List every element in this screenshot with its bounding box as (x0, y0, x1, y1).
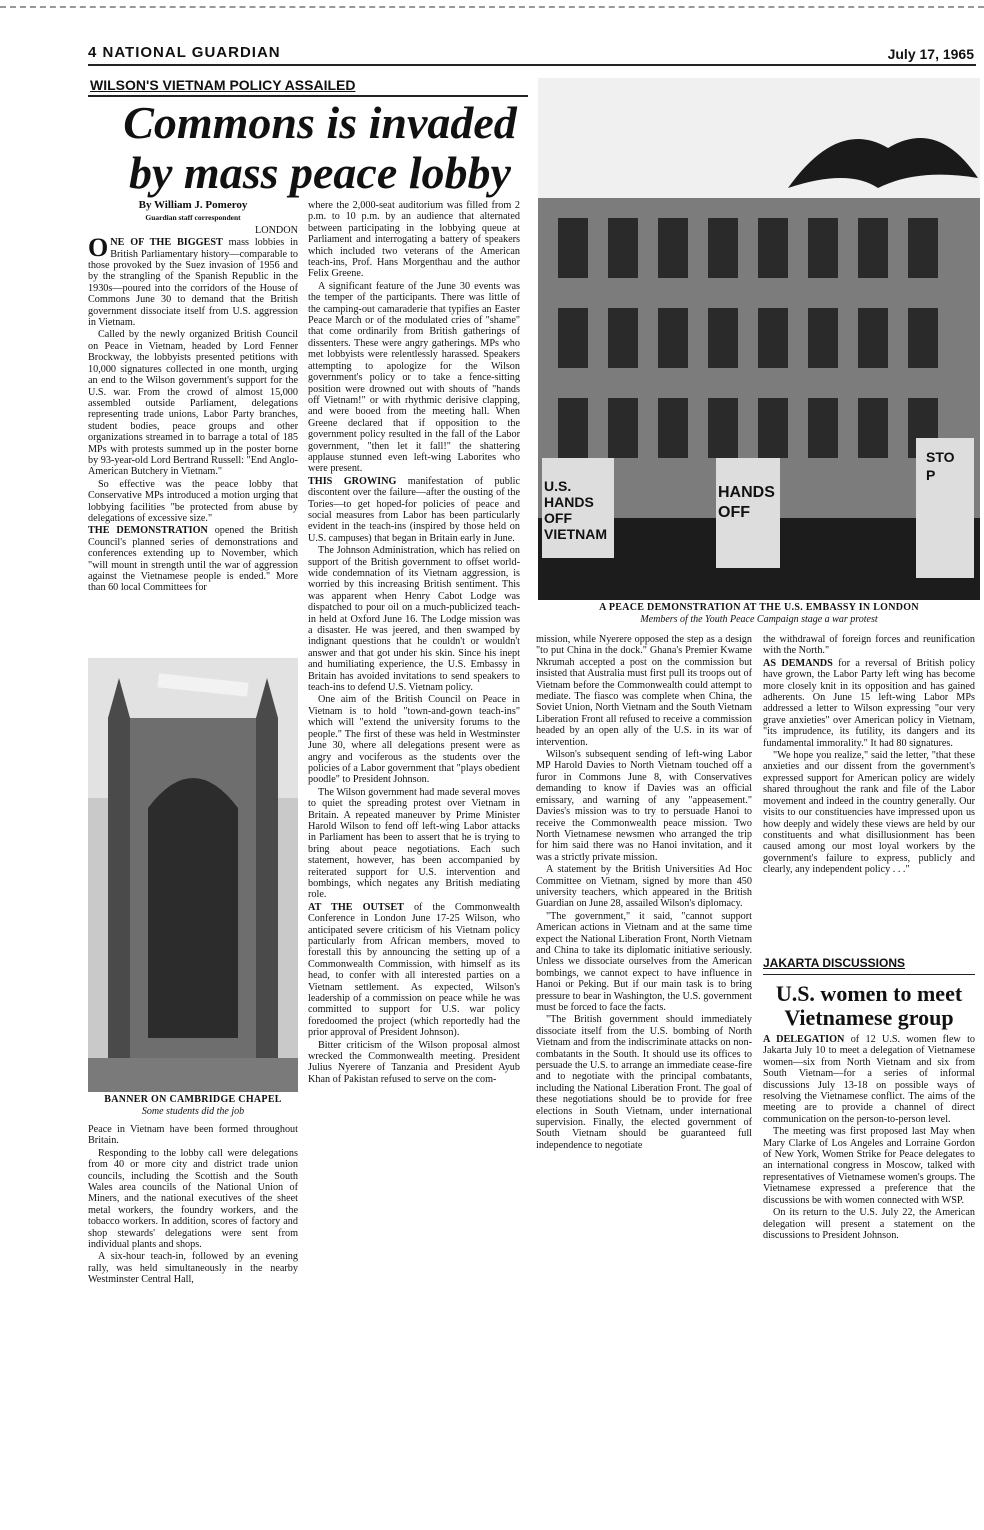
drop-cap: O (88, 233, 109, 263)
second-story-headline: U.S. women to meet Vietnamese group (775, 981, 963, 1030)
lead-words: NE OF THE BIGGEST (110, 237, 223, 249)
paragraph: A six-hour teach-in, followed by an evening rally, was held simultaneously in the nearby Westminster Central Hall, (88, 1251, 298, 1286)
column-4 (763, 634, 975, 952)
paragraph: Wilson's subsequent sending of left-wing Labor MP Harold Davies to North Vietnam touched off a furor in Commons June 8, with Conservatives demanding to know if Davies was an official emissary, and warning of any "appeasement." Davies's mission was to try to persuade Hanoi to receive the Commonwealth peace mission. Two North Vietnamese newsmen who arranged the trip for him said there was no Hanoi invitation, and it was a strictly private mission. (536, 749, 752, 863)
subhead-lead: AS DEMANDS (763, 657, 833, 669)
chapel-caption-title: BANNER ON CAMBRIDGE CHAPEL (104, 1094, 282, 1105)
subhead-lead: THE DEMONSTRATION (88, 525, 208, 537)
embassy-demonstration-photo (538, 78, 980, 600)
page-edge-dashes (0, 6, 984, 8)
paragraph: Responding to the lobby call were delegations from 40 or more city and district trade union councils, including the Scottish and the South Wales area councils of the National Union of Miners, and the national executives of the sheet metal workers, the foundry workers, and the tobacco workers. In addition, scores of factory and shop stewards' delegations were sent from individual plants and shops. (88, 1147, 298, 1251)
paragraph: A significant feature of the June 30 events was the temper of the participants. There was little of the camping-out camaraderie that typifies an Easter Peace March or of the modulated cries of "shame" that come ordinarily from British gatherings of dissenters. These were angry gatherings. MPs who met lobbyists were relentlessly harassed. Speakers attempting to apologize for the Wilson government's policy or to take a fence-sitting position were drowned out with shouts of "hands off Vietnam!" or with rhythmic derisive clapping, and were booed from the meeting hall. When Greene declared that if opposition to the government policy resulted in the fall of the Labor government, "then let it fall!" the shattering applause stunned even left-wing Laborites who were present. (308, 280, 520, 475)
paragraph: "We hope you realize," said the letter, "that these anxieties and our dissent from the government's expressed support for American policy are widely shared throughout the rank and file of the Labor movement and indeed in the country generally. Our visits to our constituencies have impressed upon us how deeply and widely these views are held by our constituents and what disillusionment has been caused among our most loyal workers by the government's failure to express, publicly and clearly, any independent policy . . ." (763, 750, 975, 876)
paragraph: Called by the newly organized British Council on Peace in Vietnam, headed by Lord Fenner Brockway, the lobbyists presented petitions with 10,000 signatures collected in one month, urging an end to the Wilson government's support for the U.S. war. From the crowd of almost 15,000 assembled outside Parliament, delegations representing trade unions, Labor Party branches, student bodies, peace groups and other organizations streamed in to barrage a total of 185 MPs with protests summed up in the poster borne by 93-year-old Lord Bertrand Russell: "End Anglo-American Butchery in Vietnam." (88, 329, 298, 478)
paragraph: of 12 U.S. women flew to Jakarta July 10 to meet a delegation of Vietnamese women—six from North Vietnam and six from South Vietnam—for a series of informal discussions July 13-18 on possible ways of resolving the Vietnamese conflict. The aims of the meeting are to provide a channel of direct communication on the person-to-person level. (763, 1034, 975, 1125)
paragraph: The Johnson Administration, which has relied on support of the British government to offset world-wide condemnation of its Vietnam aggression, is worried by this increasing British sentiment. This was apparent when Henry Cabot Lodge was dispatched to pour oil on a much-publicized teach-in held at Oxford June 16. The Lodge mission was a disaster. He was jeered, and then swamped by indignant questions that he couldn't or wouldn't answer and that got under his skin. Since his inept and humiliating experience, the U.S. Embassy in Britain has avoided invitations to send speakers to teach-ins to defend U.S. Vietnam policy. (308, 545, 520, 694)
page-number-masthead: 4 NATIONAL GUARDIAN (88, 44, 281, 61)
paragraph: Peace in Vietnam have been formed throughout Britain. (88, 1124, 298, 1147)
paragraph: opened the British Council's planned series of demonstrations and conferences extending up to November, which "will mount in strength until the war of aggression against the Vietnamese people is ended." More than 60 local Committees for (88, 525, 298, 594)
second-story-kicker: JAKARTA DISCUSSIONS (763, 956, 906, 970)
chapel-caption-sub: Some students did the job (141, 1106, 245, 1117)
embassy-caption-title: A PEACE DEMONSTRATION AT THE U.S. EMBASSY IN LONDON (599, 602, 919, 613)
sign-hands-off: HANDS OFF (718, 484, 775, 521)
byline-tag: Guardian staff correspondent (145, 213, 241, 223)
subhead-lead: THIS GROWING (308, 475, 397, 487)
column-2 (308, 200, 520, 1314)
issue-date: July 17, 1965 (887, 46, 974, 62)
paragraph: On its return to the U.S. July 22, the American delegation will present a statement on the discussions to President Johnson. (763, 1207, 975, 1241)
paragraph: A statement by the British Universities Ad Hoc Committee on Vietnam, signed by more than 450 university teachers, which appeared in the British Guardian on June 28, assailed Wilson's diplomacy. (536, 864, 752, 910)
sign-stop: STOP (926, 449, 955, 483)
main-headline: Commons is invaded by mass peace lobby (123, 97, 517, 198)
column-1-bottom (88, 1124, 298, 1314)
paragraph: manifestation of public discontent over the failure—after the ousting of the Tories—to get hoped-for policies of peace and social measures from Labor has been particularly evident in the teach-ins (inspired by those held on U.S. campuses) that began in Britain early in June. (308, 475, 520, 544)
paragraph: The meeting was first proposed last May when Mary Clarke of Los Angeles and Lorraine Gordon of New York, Women Strike for Peace delegates to an international congress in Moscow, talked with representatives of Vietnamese women's groups. The Vietnamese expressed a preference that the discussions be with women connected with WSP. (763, 1126, 975, 1206)
masthead-rule (88, 64, 976, 66)
paragraph: So effective was the peace lobby that Conservative MPs introduced a motion urging that lobbying facilities "be protected from abuse by delegations of excessive size." (88, 478, 298, 524)
cambridge-chapel-photo (88, 658, 298, 1092)
paragraph: mission, while Nyerere opposed the step as a design "to put China in the dock." Ghana's Premier Kwame Nkrumah accepted a post on the commission but insisted that Australia must first pull its troops out of Vietnam before the Commonwealth could attempt to mediate. The fiasco was complete when China, the Soviet Union, North Vietnam and the South Vietnam Liberation Front all refused to receive a commission headed by an open ally of the U.S. in its war of intervention. (536, 634, 752, 748)
paragraph: Bitter criticism of the Wilson proposal almost wrecked the Commonwealth meeting. President Julius Nyerere of Tanzania and President Ayub Khan of Pakistan refused to serve on the com- (308, 1039, 520, 1085)
paragraph: where the 2,000-seat auditorium was filled from 2 p.m. to 10 p.m. by an audience that alternated between participating in the lobbying queue at Parliament and interrogating a battery of speakers which included two veterans of the American teach-ins, Prof. Hans Morgenthau and the author Felix Greene. (308, 200, 520, 280)
paragraph: of the Commonwealth Conference in London June 17-25 Wilson, who anticipated severe criticism of his Vietnam policy particularly from African members, moved to forestall this by announcing the setting up of a Commonwealth Commission, with himself as its head, to confer with all interested parties on a Vietnam settlement. As expected, Wilson's leadership of a commission on peace while he was committed to support for U.S. war policy foredoomed the project (which reportedly had the prior approval of President Johnson). (308, 901, 520, 1039)
byline: By William J. Pomeroy (138, 200, 248, 211)
paragraph: for a reversal of British policy have grown, the Labor Party left wing has become more closely knit in its opposition and has gained adherents. On June 15 left-wing Labor MPs addressed a letter to Wilson expressing "our very grave anxieties" over American policy in Vietnam, "its imprudence, its futility, its dangers and its fundamental immorality." It had 80 signatures. (763, 657, 975, 749)
embassy-caption-sub: Members of the Youth Peace Campaign stage a war protest (640, 614, 878, 625)
subhead-lead: AT THE OUTSET (308, 901, 404, 913)
story-kicker: WILSON'S VIETNAM POLICY ASSAILED (90, 77, 356, 93)
paragraph: "The government," it said, "cannot support American actions in Vietnam and at the same time expect the National Liberation Front, North Vietnam and China to take its diplomatic initiative seriously. Unless we dissociate ourselves from the American bombings, we cannot expect to have influence in Hanoi or Peking. But if our main task is to bring pressure to bear in Washington, the U.S. government must be forced to face the facts. (536, 910, 752, 1013)
second-kicker-rule (763, 974, 975, 975)
sign-hands-off-vietnam: U.S. HANDS OFF VIETNAM (544, 478, 607, 542)
dateline: LONDON (254, 224, 298, 236)
embassy-caption (538, 602, 980, 626)
paragraph: the withdrawal of foreign forces and reunification with the North." (763, 634, 975, 657)
second-story-body (763, 1034, 975, 1314)
column-1-top (88, 200, 298, 650)
column-3 (536, 634, 752, 1314)
paragraph: mass lobbies in British Parliamentary history—comparable to those provoked by the Suez invasion of 1956 and by the strangling of the Spanish Republic in the 1930s—poured into the corridors of the House of Commons June 30 to demand that the British government dissociate itself from U.S. aggression in Vietnam. (88, 237, 298, 329)
paragraph: The Wilson government had made several moves to quiet the spreading protest over Vietnam in Britain. A repeated maneuver by Prime Minister Harold Wilson to fend off left-wing Labor attacks in Parliament has been to assert that he is trying to bring about peace negotiations. Each such statement, however, has been accompanied by reiterated support for U.S. intervention and bombings, which negates any British mediating role. (308, 786, 520, 901)
paragraph: "The British government should immediately dissociate itself from the U.S. bombing of North Vietnam and from the indiscriminate attacks on non-combatants in the South. It should use its offices to persuade the U.S. to arrange an immediate cease-fire and to negotiate with the principal combatants, including the National Liberation Front. The goal of these negotiations should be to provide for free elections in South Vietnam, under international supervision. Finally, the elected government of South Vietnam should be guaranteed full independence to negotiate (536, 1014, 752, 1151)
subhead-lead: A DELEGATION (763, 1034, 845, 1045)
chapel-caption (88, 1094, 298, 1118)
paragraph: One aim of the British Council on Peace in Vietnam is to hold "town-and-gown teach-ins" which will "extend the university forums to the people." The first of these was held in Westminster June 30, where all delegations present were as angry and vociferous as the students over the policies of a Labor government that "plays obedient poodle" to President Johnson. (308, 694, 520, 786)
